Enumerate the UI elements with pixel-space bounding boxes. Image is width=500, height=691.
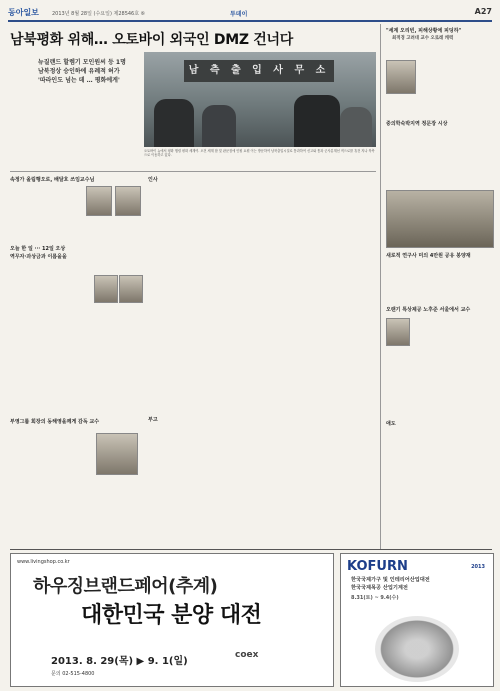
ad-title-1: 하우징브랜드페어(추계) xyxy=(33,576,218,597)
portrait-photo xyxy=(386,60,416,94)
left-box-line-2: 역무자·과상금과 이름을을 xyxy=(10,254,67,260)
right-lower-title: 새로적 연구사 미의 4만원 공유 봉양재 xyxy=(386,253,471,259)
rider-figure xyxy=(154,99,194,147)
ad2-date: 8.31(토) ~ 9.4(수) xyxy=(351,595,399,601)
section-title: 투데이 xyxy=(230,11,248,18)
subhead-2: 남북정상 승인하에 유례적 허가 xyxy=(38,68,120,75)
right-top-subtitle: 최적경 고려대 교수 오로레 캐력 xyxy=(392,36,454,41)
ad-housing-fair xyxy=(10,553,334,687)
subhead-1: 뉴질랜드 할렘기 모인원씨 등 1명 xyxy=(38,59,126,66)
portrait-photo xyxy=(115,186,141,216)
ad-url: www.livingshop.co.kr xyxy=(17,559,70,565)
page-number: A27 xyxy=(474,7,492,16)
column-rule xyxy=(380,24,381,549)
left-box-title: 속정가 올림행오로, 배달호 쓰임교수님 xyxy=(10,177,95,183)
section-rule xyxy=(10,171,376,172)
portrait-photo xyxy=(96,433,138,475)
ad2-logo: KOFURN xyxy=(347,559,408,574)
photo-caption: 오토바이 뉴에서 평화 행렬 평화 세계여. 오전 세계 합 및 판문점에 인원 요원 이는 방문하여 남북출입시설로 통과하여 신고와 통과 군사분계선 적으로를 휴전 지나 북측으로 이동하고 있다. xyxy=(144,149,375,158)
ad2-graphic xyxy=(375,616,459,682)
portrait-photo xyxy=(386,318,410,346)
column-label: 인사 xyxy=(148,177,158,183)
right-top-title: "세계 오리빈, 피해상황에 피딩하" xyxy=(386,28,462,34)
portrait-photo xyxy=(94,275,118,303)
portrait-photo xyxy=(86,186,112,216)
newspaper-logo: 동아일보 xyxy=(8,8,39,17)
date-line: 2013년 8월 28일 (수요일) 제28546호 ⑥ xyxy=(52,11,146,17)
ad2-line-1: 한국국제가구 및 인테리어산업대전 xyxy=(351,577,430,583)
rider-figure xyxy=(202,105,236,147)
ad-date: 2013. 8. 29(목) ▶ 9. 1(일) xyxy=(51,656,188,667)
rider-figure xyxy=(340,107,372,147)
article-body-text xyxy=(10,88,138,148)
portrait-photo xyxy=(119,275,143,303)
group-photo xyxy=(386,190,494,248)
masthead xyxy=(8,6,492,22)
ad2-line-2: 한국국제목공 산업기계전 xyxy=(351,585,408,591)
subhead-3: '따라인도 넘는 데 … 평화에게' xyxy=(38,77,120,84)
rider-figure xyxy=(294,95,340,147)
section-rule xyxy=(10,549,492,550)
ad-venue: coex xyxy=(235,650,259,660)
gate-sign: 남 측 출 입 사 무 소 xyxy=(184,60,334,82)
notice2-label: 애도 xyxy=(386,421,396,427)
main-headline: 남북평화 위해… 오토바이 외국인 DMZ 건너다 xyxy=(10,32,293,48)
ad-title-2: 대한민국 분양 대전 xyxy=(81,603,262,628)
right-mid-title: 중의학숙박지역 정문장 시상 xyxy=(386,121,448,127)
ad-kofurn xyxy=(340,553,494,687)
right-lower-subtitle: 오랜기 특상제공 노후준 서울에서 교수 xyxy=(386,307,471,313)
left-box-line-1: 오늘 한 일 ··· 12일 오상 xyxy=(10,246,66,252)
bottom-left-title: 부영그룹 회장의 동해영을께게 감독 교수 xyxy=(10,419,100,425)
main-photo xyxy=(144,52,376,147)
ad-phone: 문의 02-515-4800 xyxy=(51,671,95,677)
notice-label: 부고 xyxy=(148,417,158,423)
ad2-year: 2013 xyxy=(471,564,485,570)
